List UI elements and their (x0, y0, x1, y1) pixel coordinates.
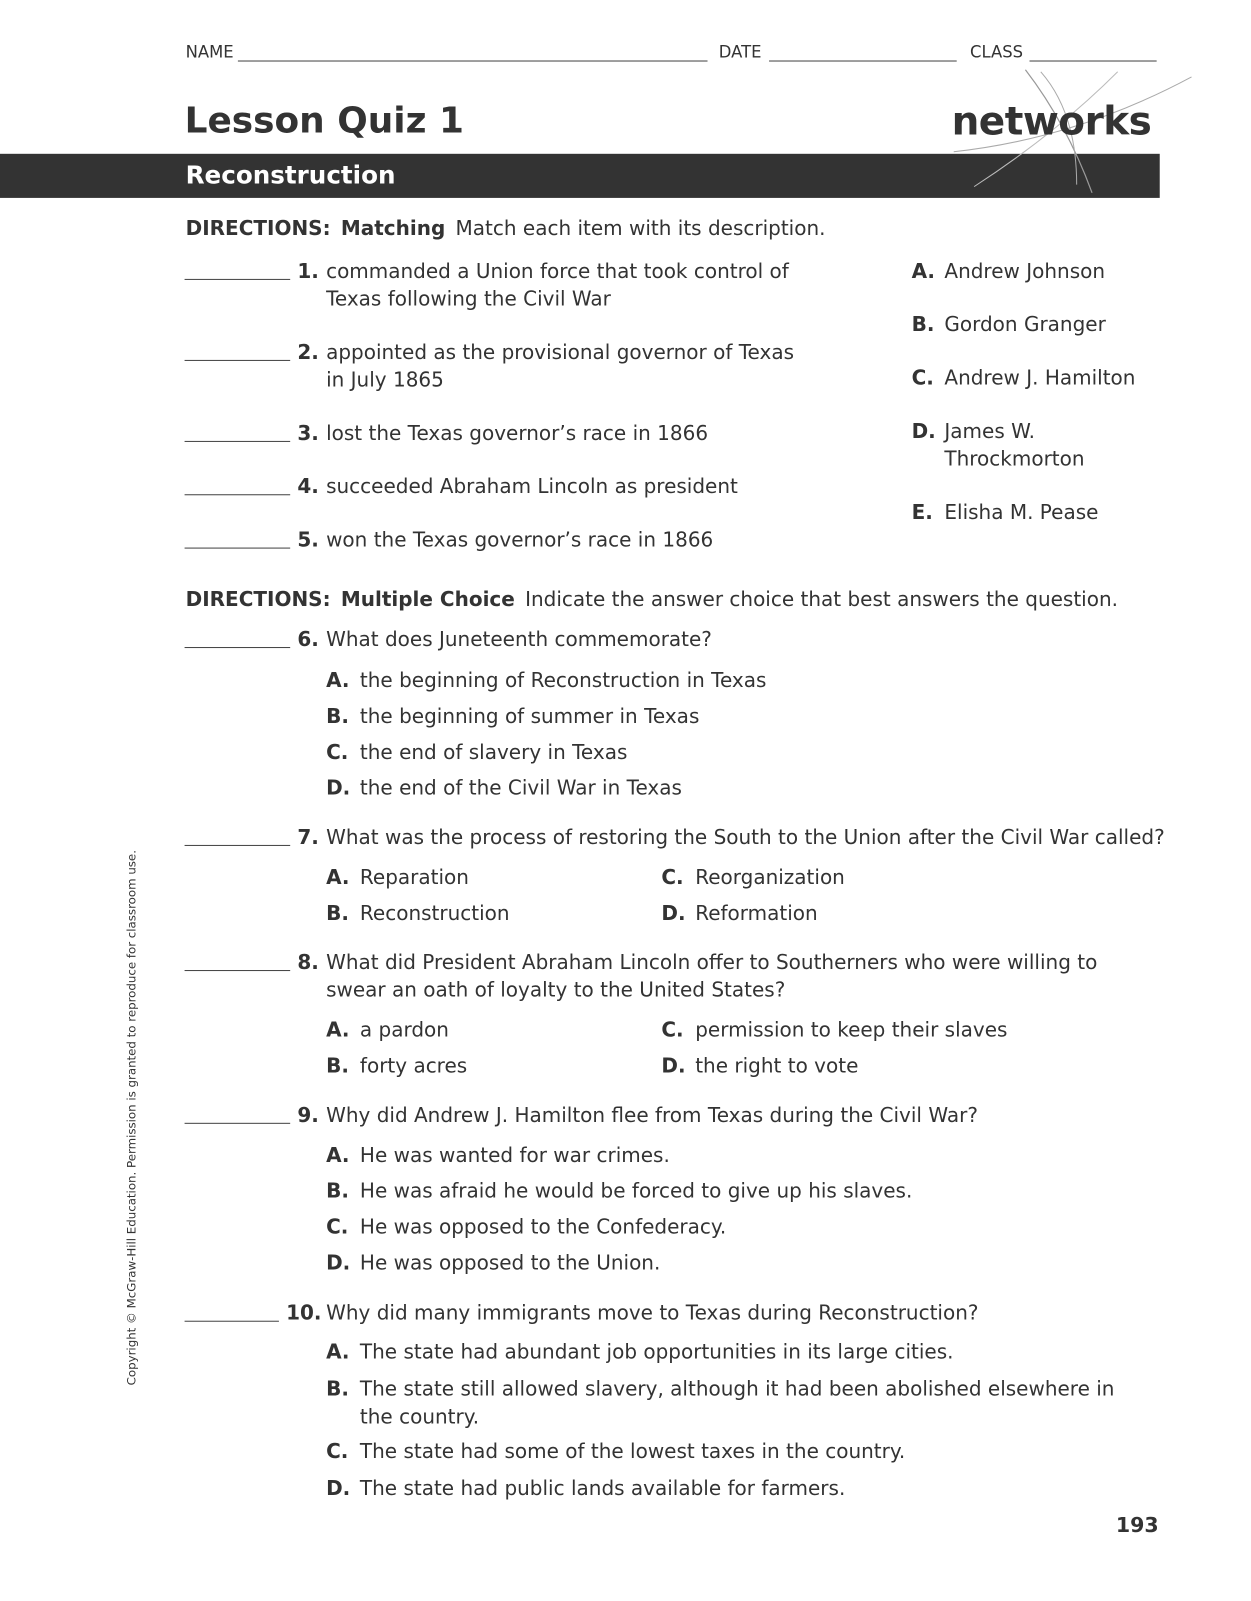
answer-option-text: the beginning of summer in Texas (359, 704, 700, 729)
answer-option-text: Reorganization (695, 865, 845, 890)
question-10-answer-blank[interactable] (185, 1321, 279, 1322)
answer-option-number: B. (326, 901, 349, 925)
question-7-text: What was the process of restoring the South to the Union after the Civil War called? (326, 825, 1165, 850)
question-6-number: 6. (297, 627, 319, 652)
matching-item-number: 5. (297, 528, 319, 552)
name-field[interactable] (238, 60, 708, 61)
answer-option-text: He was afraid he would be forced to give up his slaves. (359, 1179, 913, 1203)
matching-item-text: Texas following the Civil War (326, 287, 611, 311)
question-8-text: swear an oath of loyalty to the United States? (326, 978, 786, 1002)
matching-choice-text: Gordon Granger (944, 312, 1106, 337)
answer-option-number: C. (661, 1018, 684, 1042)
answer-option-text: permission to keep their slaves (695, 1018, 1008, 1042)
answer-option-number: A. (326, 1018, 350, 1042)
matching-choice-text: Elisha M. Pease (944, 500, 1099, 524)
answer-option-number: D. (326, 1476, 351, 1501)
answer-option-text: Reconstruction (359, 901, 510, 925)
matching-choice-text: Andrew Johnson (944, 259, 1106, 284)
matching-item-answer-blank[interactable] (185, 548, 291, 549)
directions-type: Multiple Choice (340, 587, 515, 612)
answer-option-number: C. (661, 865, 684, 890)
question-10-text: Why did many immigrants move to Texas during Reconstruction? (326, 1301, 979, 1325)
matching-choice-text: James W. (944, 419, 1035, 443)
answer-option-text: He was opposed to the Confederacy. (359, 1215, 727, 1239)
matching-choice-text: Andrew J. Hamilton (944, 366, 1136, 390)
matching-item-answer-blank[interactable] (185, 279, 291, 280)
matching-item-text: succeeded Abraham Lincoln as president (326, 474, 738, 499)
page-title: Lesson Quiz 1 (184, 100, 464, 142)
question-9-answer-blank[interactable] (185, 1123, 291, 1124)
answer-option-text: He was wanted for war crimes. (359, 1143, 670, 1167)
answer-option-number: B. (326, 1377, 349, 1401)
answer-option-text: He was opposed to the Union. (359, 1250, 661, 1275)
answer-option-text: The state still allowed slavery, although it had been abolished elsewhere in (359, 1377, 1115, 1401)
answer-option-number: A. (326, 1340, 350, 1364)
matching-choice-number: D. (911, 419, 936, 443)
question-10-number: 10. (286, 1301, 322, 1325)
matching-item-number: 1. (297, 259, 319, 284)
matching-item-number: 4. (297, 474, 319, 499)
matching-item-number: 3. (297, 421, 319, 446)
directions-instruction: Indicate the answer choice that best answers the question. (525, 587, 1118, 612)
matching-item-text: lost the Texas governor’s race in 1866 (326, 421, 709, 446)
directions-matching (186, 214, 826, 242)
copyright-notice: Copyright © McGraw-Hill Education. Permission is granted to reproduce for classroom use. (124, 850, 139, 1386)
answer-option-number: A. (326, 668, 350, 693)
directions-label: DIRECTIONS: (185, 216, 331, 240)
answer-option-number: C. (326, 740, 349, 764)
answer-option-text: the end of slavery in Texas (359, 740, 628, 764)
answer-option-number: A. (326, 865, 350, 890)
answer-option-text: The state had abundant job opportunities in its large cities. (359, 1340, 954, 1364)
matching-item-answer-blank[interactable] (185, 360, 291, 361)
question-9-number: 9. (297, 1103, 319, 1127)
answer-option-text: the beginning of Reconstruction in Texas (359, 668, 767, 693)
section-title: Reconstruction (185, 160, 396, 190)
answer-option-number: C. (326, 1439, 349, 1464)
answer-option-text: forty acres (359, 1054, 468, 1078)
directions-mc (186, 586, 1118, 614)
matching-item-number: 2. (297, 340, 319, 365)
answer-option-number: D. (326, 776, 351, 800)
answer-option-text: the end of the Civil War in Texas (359, 776, 682, 800)
answer-option-text: The state had some of the lowest taxes in the country. (359, 1439, 906, 1464)
page-number: 193 (1115, 1512, 1159, 1538)
answer-option-text: the right to vote (695, 1054, 859, 1078)
matching-choice-text: Throckmorton (944, 447, 1085, 471)
matching-item-text: appointed as the provisional governor of Texas (326, 340, 795, 365)
question-7-answer-blank[interactable] (185, 845, 291, 846)
matching-choice-number: C. (911, 366, 934, 390)
matching-item-text: in July 1865 (326, 368, 444, 392)
name-label: NAME (185, 42, 234, 62)
question-6-text: What does Juneteenth commemorate? (326, 627, 712, 652)
directions-instruction: Match each item with its description. (455, 216, 826, 240)
answer-option-number: B. (326, 1054, 349, 1078)
answer-option-number: D. (661, 901, 686, 925)
question-9-text: Why did Andrew J. Hamilton flee from Texas during the Civil War? (326, 1103, 978, 1127)
answer-option-number: D. (326, 1250, 351, 1275)
answer-option-number: B. (326, 704, 349, 729)
matching-choice-number: A. (911, 259, 936, 284)
matching-choice-number: B. (911, 312, 935, 337)
answer-option-text: Reformation (695, 901, 818, 925)
question-8-answer-blank[interactable] (185, 970, 291, 971)
directions-label: DIRECTIONS: (185, 587, 331, 612)
matching-item-answer-blank[interactable] (185, 441, 291, 442)
class-label: CLASS (970, 42, 1024, 62)
matching-choice-number: E. (911, 500, 933, 524)
answer-option-text: a pardon (359, 1018, 449, 1042)
answer-option-number: C. (326, 1215, 349, 1239)
question-8-number: 8. (297, 950, 319, 975)
directions-type: Matching (340, 216, 446, 240)
matching-item-text: won the Texas governor’s race in 1866 (326, 528, 714, 552)
networks-logo: networks (951, 98, 1152, 144)
question-6-answer-blank[interactable] (185, 647, 291, 648)
date-field[interactable] (769, 60, 957, 61)
answer-option-text: Reparation (359, 865, 469, 890)
answer-option-text: the country. (359, 1404, 480, 1429)
answer-option-text: The state had public lands available for farmers. (359, 1476, 846, 1501)
question-7-number: 7. (297, 825, 319, 850)
question-8-text: What did President Abraham Lincoln offer to Southerners who were willing to (326, 950, 1098, 975)
matching-item-answer-blank[interactable] (185, 494, 291, 495)
date-label: DATE (718, 42, 762, 62)
answer-option-number: B. (326, 1179, 349, 1203)
answer-option-number: D. (661, 1054, 686, 1078)
matching-item-text: commanded a Union force that took control of (326, 259, 789, 284)
answer-option-number: A. (326, 1143, 350, 1167)
